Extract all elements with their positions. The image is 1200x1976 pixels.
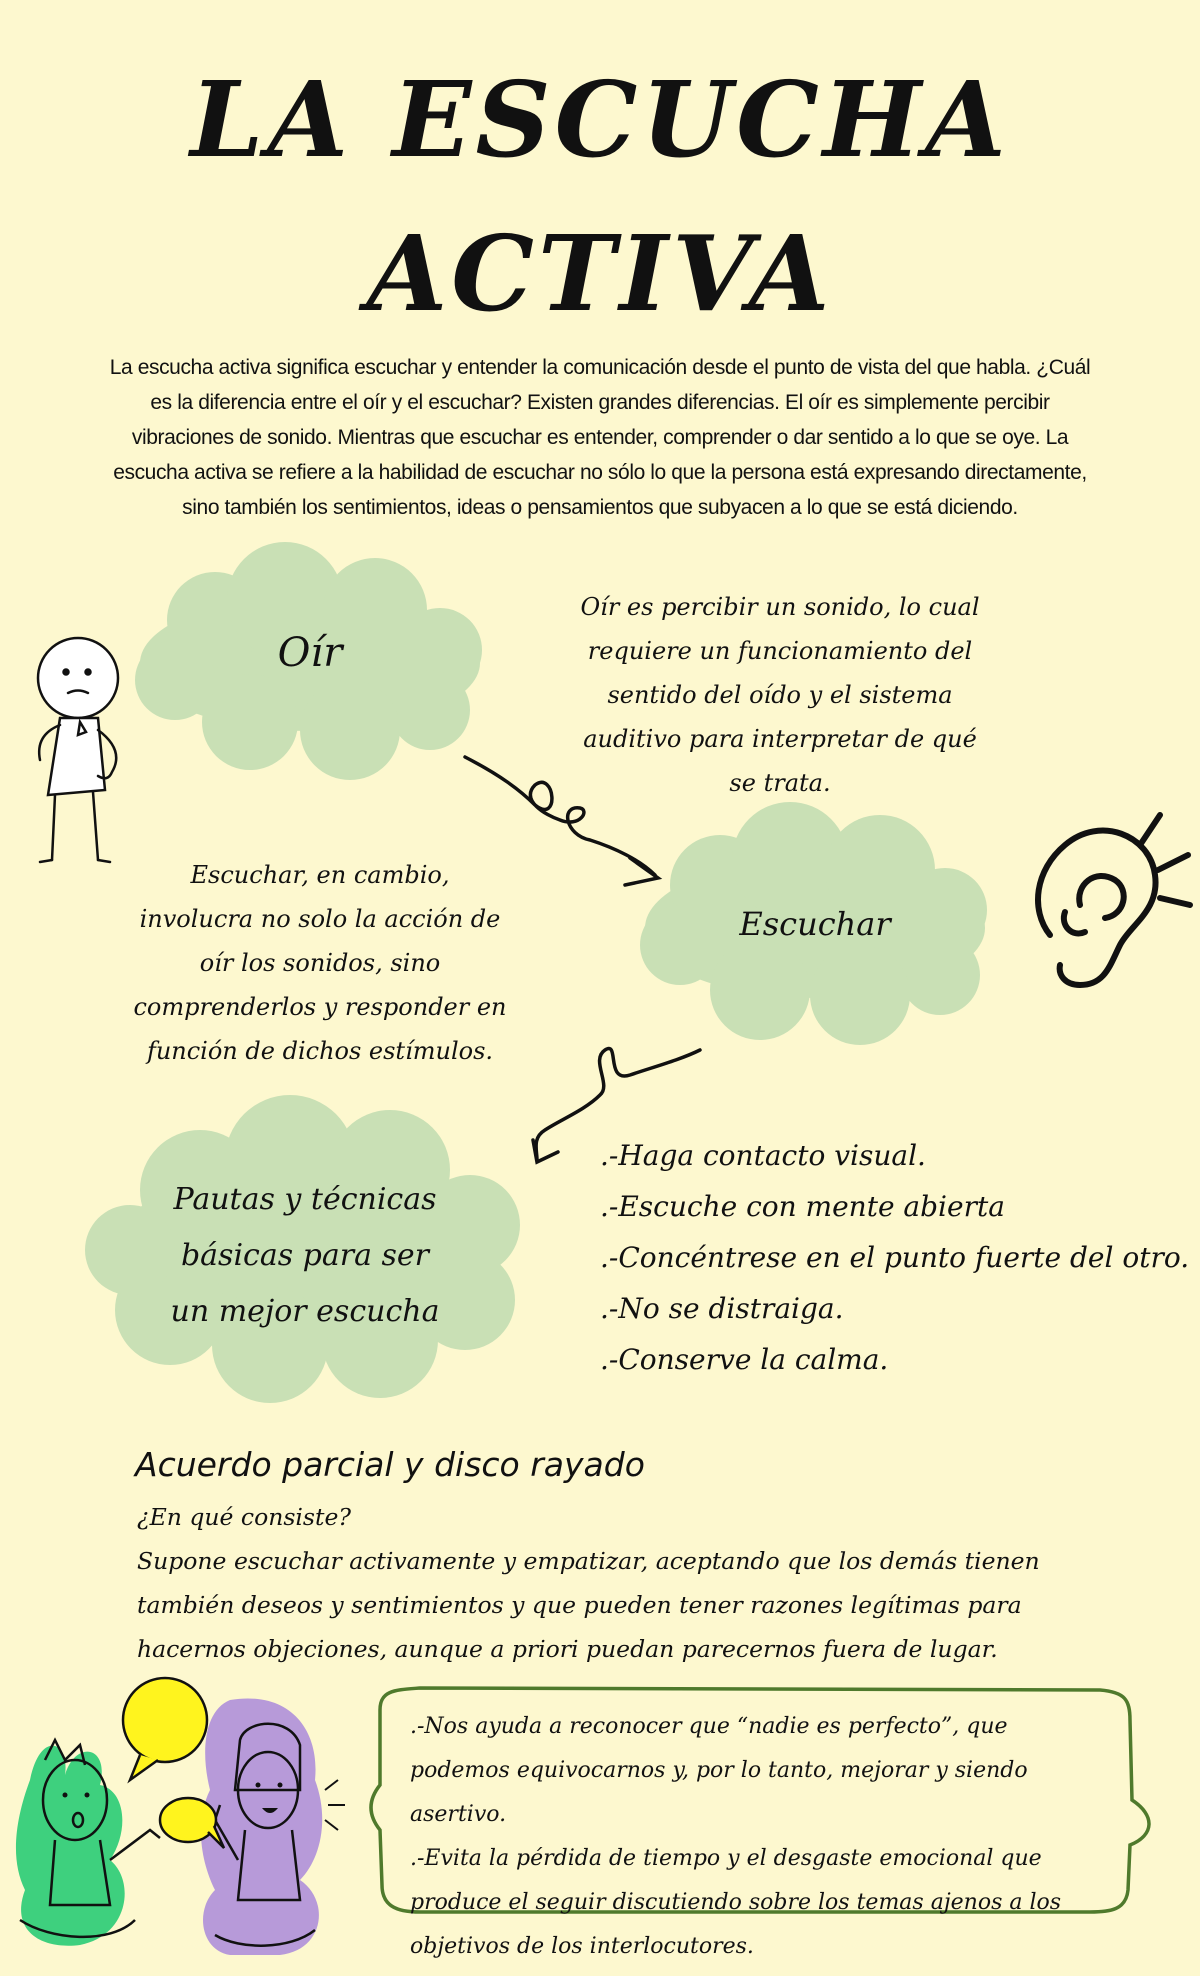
oir-description: Oír es percibir un sonido, lo cual requiere un funcionamiento del sentido del oído y el sistema auditivo para interpretar de qué se trata. — [580, 593, 980, 797]
list-item: .-Escuche con mente abierta — [600, 1190, 1005, 1223]
pautas-label — [150, 1172, 460, 1340]
list-item: .-Nos ayuda a reconocer que “nadie es perfecto”, que podemos equivocarnos y, por lo tanto, mejorar y siendo asertivo. — [410, 1714, 1028, 1827]
oir-label: Oír — [277, 630, 343, 676]
intro-paragraph: La escucha activa significa escuchar y entender la comunicación desde el punto de vista del que habla. ¿Cuál es la diferencia entre el oír y el escuchar? Existen grandes diferencias. El oír es simplemente percibir vibraciones de sonido. Mientras que escuchar es entender, comprender o dar sentido a lo que se oye. La escucha activa se refiere a la habilidad de escuchar no sólo lo que la persona está expresando directamente, sino también los sentimientos, ideas o pensamientos que subyacen a lo que se está diciendo. — [109, 356, 1091, 519]
escuchar-description: Escuchar, en cambio, involucra no solo la acción de oír los sonidos, sino comprenderlos y responder en función de dichos estímulos. — [133, 861, 507, 1065]
pautas-label-line: un mejor escucha — [170, 1294, 440, 1329]
benefits-list — [410, 1705, 1110, 1969]
thinking-person-icon — [38, 638, 118, 862]
section-question: ¿En qué consiste? — [137, 1503, 351, 1531]
list-item: .-Haga contacto visual. — [600, 1139, 926, 1172]
ear-icon — [1038, 815, 1190, 985]
pautas-list — [600, 1130, 1189, 1385]
title-line-1: LA ESCUCHA — [190, 58, 1010, 181]
title-line-2: ACTIVA — [366, 212, 834, 335]
list-item: .-Evita la pérdida de tiempo y el desgaste emocional que produce el seguir discutiendo sobre los temas ajenos a los objetivos de los interlocutores. — [410, 1846, 1062, 1959]
pautas-label-line: Pautas y técnicas — [173, 1182, 437, 1217]
pautas-label-line: básicas para ser — [180, 1238, 430, 1273]
talking-people-illustration — [16, 1678, 345, 1955]
section-body: Supone escuchar activamente y empatizar, aceptando que los demás tienen también deseos y sentimientos y que pueden tener razones legítimas para hacernos objeciones, aunque a priori puedan parecernos fuera de lugar. — [137, 1547, 1040, 1663]
section-title: Acuerdo parcial y disco rayado — [135, 1445, 645, 1484]
list-item: .-Concéntrese en el punto fuerte del otro. — [600, 1241, 1190, 1274]
list-item: .-Conserve la calma. — [600, 1343, 889, 1376]
list-item: .-No se distraiga. — [600, 1292, 844, 1325]
escuchar-label: Escuchar — [739, 905, 891, 943]
